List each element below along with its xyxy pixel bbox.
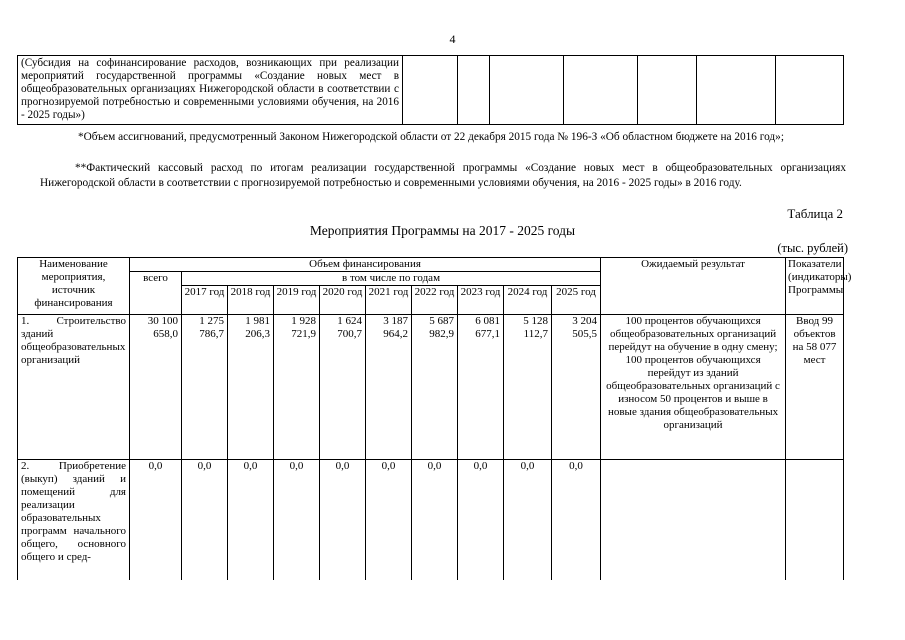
row-year-value: 3 204 505,5 xyxy=(552,315,601,460)
row-total: 0,0 xyxy=(130,460,182,581)
header-year: 2024 год xyxy=(504,286,552,315)
table-row xyxy=(18,315,844,460)
row-indicator: Ввод 99 объектов на 58 077 мест xyxy=(786,315,844,460)
page-number: 4 xyxy=(449,32,456,46)
program-activities-table xyxy=(17,257,852,580)
header-year: 2019 год xyxy=(274,286,320,315)
row-year-value: 1 928 721,9 xyxy=(274,315,320,460)
header-year: 2017 год xyxy=(182,286,228,315)
row-name: 1. Строительство зданий общеобразовательных организаций xyxy=(18,315,130,460)
row-year-value: 1 981 206,3 xyxy=(228,315,274,460)
row-result xyxy=(601,460,786,581)
row-year-value: 6 081 677,1 xyxy=(458,315,504,460)
row-year-value: 0,0 xyxy=(412,460,458,581)
row-total: 30 100 658,0 xyxy=(130,315,182,460)
footnote-2: **Фактический кассовый расход по итогам реализации государственной программы «Создание новых мест в общеобразовательных организациях Нижегородской области в соответствии с прогнозируемой потребностью и современными условиями обучения, на 2016 - 2025 годы» в 2016 году. xyxy=(40,162,846,189)
header-year: 2023 год xyxy=(458,286,504,315)
row-year-value: 0,0 xyxy=(366,460,412,581)
header-year: 2021 год xyxy=(366,286,412,315)
header-year: 2022 год xyxy=(412,286,458,315)
header-name: Наименование мероприятия, источник финансирования xyxy=(18,258,130,315)
header-year: 2018 год xyxy=(228,286,274,315)
header-year: 2020 год xyxy=(320,286,366,315)
row-result: 100 процентов обучающихся общеобразовательных организаций перейдут на обучение в одну смену; 100 процентов обучающихся перейдут из зданий общеобразовательных организаций с износом 50 процентов и выше в новые здания общеобразовательных организаций xyxy=(601,315,786,460)
continued-table-row xyxy=(17,55,844,125)
row-year-value: 5 128 112,7 xyxy=(504,315,552,460)
table-label: Таблица 2 xyxy=(787,206,843,221)
header-indicators: Показатели (индикаторы) Программы xyxy=(786,258,844,315)
top-row-text: (Субсидия на софинансирование расходов, возникающих при реализации мероприятий государственной программы «Создание новых мест в общеобразовательных организациях Нижегородской области в соответствии с прогнозируемой потребностью и современными условиями обучения, на 2016 - 2025 годы») xyxy=(18,56,403,125)
unit-label: (тыс. рублей) xyxy=(777,241,848,255)
table-row xyxy=(18,460,844,581)
row-year-value: 0,0 xyxy=(182,460,228,581)
row-indicator xyxy=(786,460,844,581)
row-name: 2. Приобретение (выкуп) зданий и помещений для реализации образовательных программ начального общего, основного общего и сред- xyxy=(18,460,130,581)
footnote-1: *Объем ассигнований, предусмотренный Законом Нижегородской области от 22 декабря 2015 года № 196-З «Об областном бюджете на 2016 год»; xyxy=(78,131,784,143)
row-year-value: 0,0 xyxy=(320,460,366,581)
header-financing: Объем финансирования xyxy=(130,258,601,272)
table-title: Мероприятия Программы на 2017 - 2025 годы xyxy=(309,223,576,238)
row-year-value: 0,0 xyxy=(552,460,601,581)
row-year-value: 1 624 700,7 xyxy=(320,315,366,460)
row-year-value: 0,0 xyxy=(458,460,504,581)
row-year-value: 3 187 964,2 xyxy=(366,315,412,460)
row-year-value: 1 275 786,7 xyxy=(182,315,228,460)
row-year-value: 0,0 xyxy=(228,460,274,581)
row-year-value: 0,0 xyxy=(504,460,552,581)
header-total: всего xyxy=(130,272,182,315)
header-year: 2025 год xyxy=(552,286,601,315)
row-year-value: 0,0 xyxy=(274,460,320,581)
row-year-value: 5 687 982,9 xyxy=(412,315,458,460)
header-result: Ожидаемый результат xyxy=(601,258,786,315)
header-by-years: в том числе по годам xyxy=(182,272,601,286)
